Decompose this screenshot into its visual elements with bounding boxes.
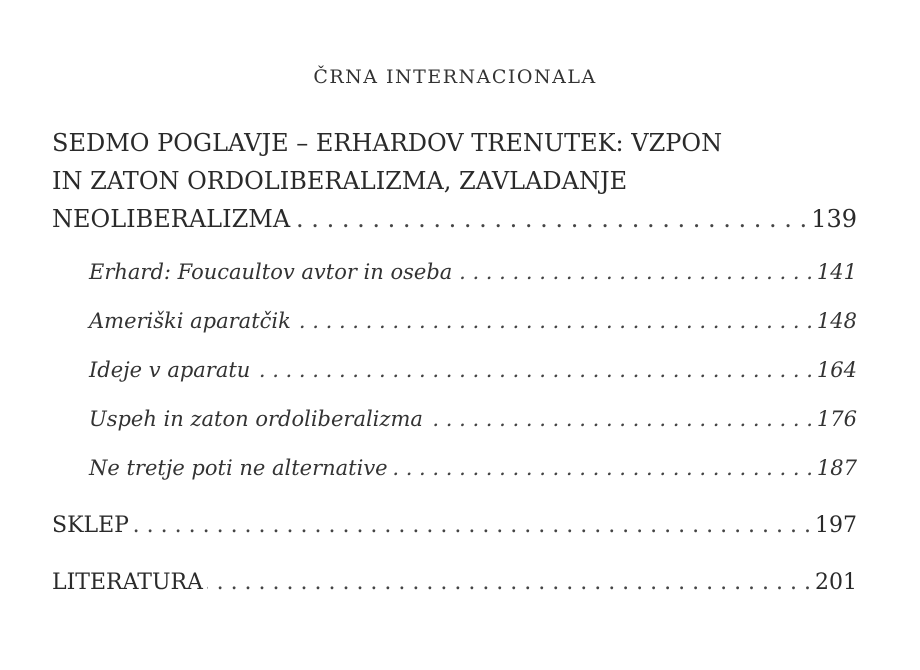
section-list — [52, 248, 857, 493]
toc-entry-sklep[interactable] — [52, 497, 857, 554]
section-title: Erhard: Foucaultov avtor in oseba — [89, 260, 453, 284]
dot-leader — [392, 444, 813, 493]
toc-entry-section[interactable] — [52, 395, 857, 444]
toc-entry-section[interactable] — [52, 346, 857, 395]
table-of-contents — [52, 124, 857, 611]
toc-entry-section[interactable] — [52, 444, 857, 493]
page-number: 141 — [816, 260, 857, 284]
toc-entry-section[interactable] — [52, 248, 857, 297]
section-title: Ne tretje poti ne alternative — [89, 456, 388, 480]
page-number: 139 — [811, 205, 857, 233]
chapter-title-last-line: NEOLIBERALIZMA — [52, 205, 291, 233]
section-title: Ameriški aparatčik — [89, 309, 291, 333]
chapter-title-line: SEDMO POGLAVJE – ERHARDOV TRENUTEK: VZPON — [52, 129, 723, 157]
chapter-title-line: IN ZATON ORDOLIBERALIZMA, ZAVLADANJE — [52, 167, 628, 195]
dot-leader — [133, 497, 811, 554]
dot-leader — [456, 248, 813, 297]
page-number: 201 — [815, 570, 857, 595]
entry-title: LITERATURA — [52, 570, 203, 595]
running-header: ČRNA INTERNACIONALA — [313, 66, 597, 88]
page-number: 148 — [816, 309, 857, 333]
toc-entry-section[interactable] — [52, 297, 857, 346]
entry-title: SKLEP — [52, 513, 129, 538]
dot-leader — [295, 297, 813, 346]
dot-leader — [427, 395, 813, 444]
dot-leader — [207, 554, 811, 611]
toc-entry-chapter[interactable] — [52, 200, 857, 238]
dot-leader — [254, 346, 813, 395]
chapter-title — [52, 124, 857, 200]
page-number: 187 — [816, 456, 857, 480]
section-title: Ideje v aparatu — [89, 358, 251, 382]
page-number: 176 — [816, 407, 857, 431]
page-number: 164 — [816, 358, 857, 382]
section-title: Uspeh in zaton ordoliberalizma — [89, 407, 423, 431]
toc-entry-literatura[interactable] — [52, 554, 857, 611]
dot-leader — [294, 200, 807, 238]
page-number: 197 — [815, 513, 857, 538]
